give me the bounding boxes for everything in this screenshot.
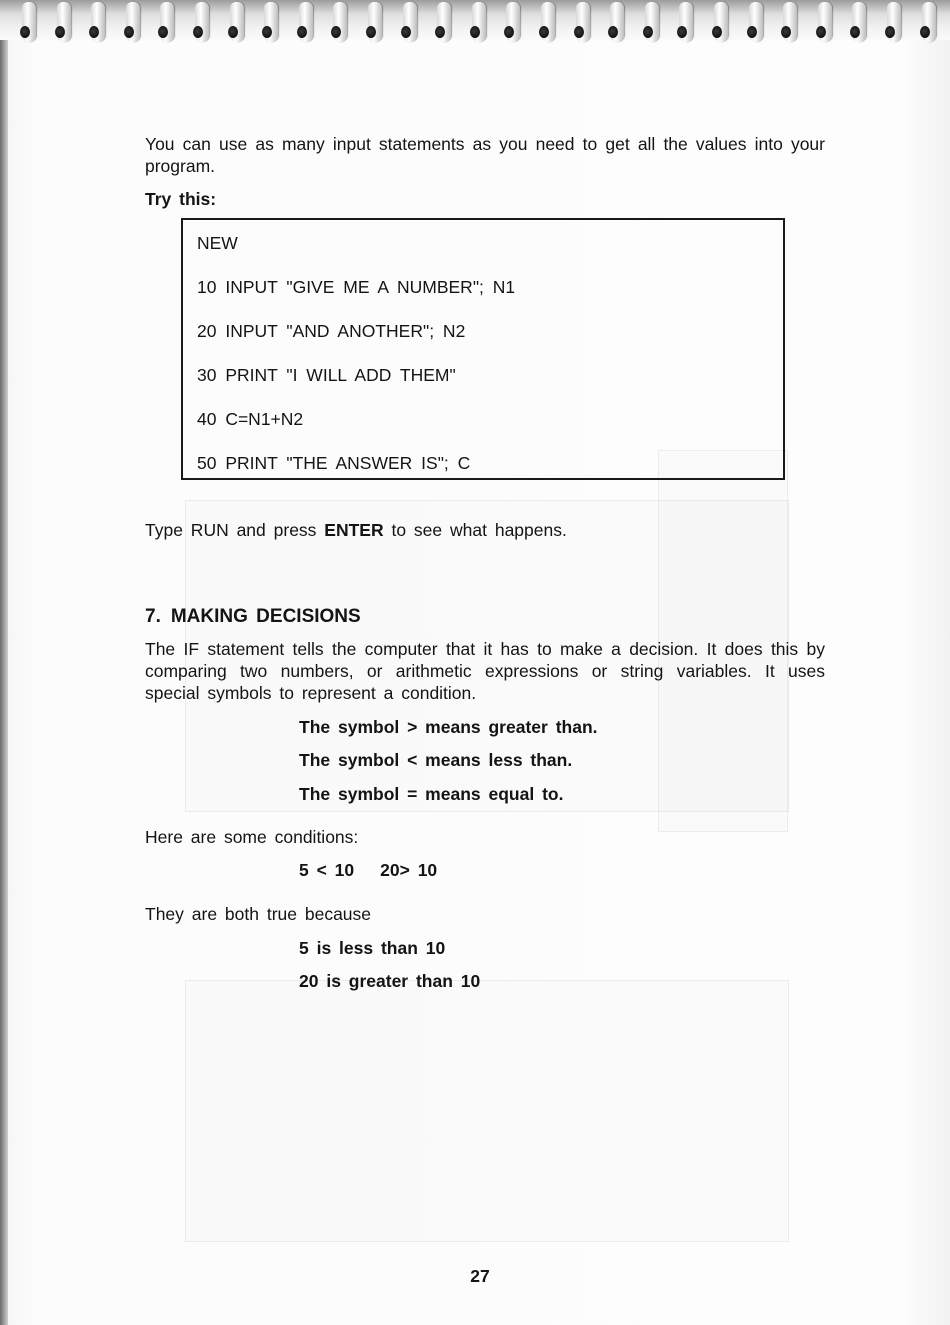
binding-hole (643, 26, 653, 38)
condition: 5 < 10 (299, 860, 355, 880)
code-line: 40 C=N1+N2 (197, 409, 304, 429)
try-this-label: Try this: (145, 189, 217, 209)
binding-hole (228, 26, 238, 38)
binding-hole (885, 26, 895, 38)
code-listing-box (181, 218, 785, 480)
binding-hole (470, 26, 480, 38)
intro-paragraph: You can use as many input statements as you need to get all the values into your program. (145, 134, 825, 176)
bleed-through-box (185, 980, 789, 1242)
code-line: NEW (197, 233, 238, 253)
reason-line: 5 is less than 10 (299, 938, 446, 958)
symbol-line: The symbol = means equal to. (299, 784, 564, 804)
binding-hole (816, 26, 826, 38)
binding-hole (366, 26, 376, 38)
binding-hole (401, 26, 411, 38)
symbol-line: The symbol < means less than. (299, 750, 573, 770)
code-line: 20 INPUT "AND ANOTHER"; N2 (197, 321, 466, 341)
condition: 20> 10 (380, 860, 438, 880)
section-title: MAKING DECISIONS (170, 606, 361, 627)
spiral-binding (0, 0, 950, 58)
code-line: 10 INPUT "GIVE ME A NUMBER"; N1 (197, 277, 516, 297)
binding-hole (920, 26, 930, 38)
binding-hole (574, 26, 584, 38)
conditions-line (299, 859, 437, 881)
page-left-edge (0, 0, 8, 1325)
code-line: 30 PRINT "I WILL ADD THEM" (197, 365, 456, 385)
binding-hole (712, 26, 722, 38)
run-instruction (145, 519, 567, 541)
run-instruction-after: to see what happens. (383, 520, 567, 540)
symbol-line: The symbol > means greater than. (299, 717, 598, 737)
reason-line: 20 is greater than 10 (299, 971, 481, 991)
page-number: 27 (470, 1266, 490, 1286)
binding-hole (193, 26, 203, 38)
conditions-intro: Here are some conditions: (145, 827, 359, 847)
binding-hole (539, 26, 549, 38)
binding-hole (297, 26, 307, 38)
binding-hole (747, 26, 757, 38)
because-intro: They are both true because (145, 904, 372, 924)
binding-hole (20, 26, 30, 38)
section-number: 7. (145, 606, 161, 627)
code-line: 50 PRINT "THE ANSWER IS"; C (197, 453, 471, 473)
binding-hole (124, 26, 134, 38)
binding-hole (55, 26, 65, 38)
run-instruction-before: Type RUN and press (145, 520, 325, 540)
enter-key-label: ENTER (324, 520, 384, 540)
section-paragraph: The IF statement tells the computer that it has to make a decision. It does this by comparing two numbers, or arithmetic expressions or string variables. It uses special symbols to represent a condition. (145, 639, 825, 703)
section-heading (145, 606, 361, 628)
